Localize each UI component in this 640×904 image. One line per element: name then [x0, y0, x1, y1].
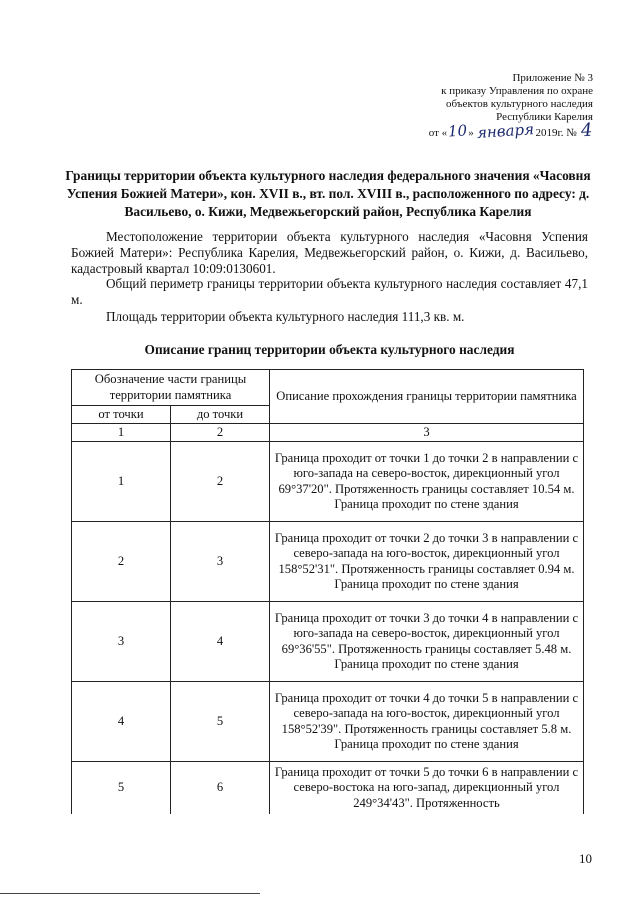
table-row — [72, 522, 584, 602]
table-row — [72, 442, 584, 522]
row-from-point: 5 — [72, 762, 171, 814]
boundary-table — [71, 369, 584, 814]
header-from-point: от точки — [72, 406, 171, 424]
row-to-point: 3 — [171, 522, 270, 602]
row-to-point: 2 — [171, 442, 270, 522]
column-number-3: 3 — [270, 424, 584, 442]
area-text: Площадь территории объекта культурного наследия 111,3 кв. м. — [106, 309, 465, 324]
column-number-2: 2 — [171, 424, 270, 442]
row-from-point: 4 — [72, 682, 171, 762]
table-row — [72, 682, 584, 762]
handwritten-order-number: 4 — [579, 119, 593, 142]
row-from-point: 2 — [72, 522, 171, 602]
row-to-point: 5 — [171, 682, 270, 762]
header-description: Описание прохождения границы территории памятника — [270, 370, 584, 424]
annex-line-3: объектов культурного наследия — [446, 98, 593, 110]
annex-line-2: к приказу Управления по охране — [441, 85, 593, 97]
date-prefix: от « — [428, 127, 448, 139]
row-description: Граница проходит от точки 2 до точки 3 в направлении с северо-запада на юго-восток, дирекционный угол 158°52'31". Протяженность границы составляет 0.94 м. Граница проходит по стене здания — [270, 522, 584, 602]
location-paragraph — [71, 229, 588, 277]
row-from-point: 3 — [72, 602, 171, 682]
column-number-1: 1 — [72, 424, 171, 442]
row-description: Граница проходит от точки 4 до точки 5 в направлении с северо-запада на юго-восток, дирекционный угол 158°52'39". Протяженность границы составляет 5.8 м. Граница проходит по стене здания — [270, 682, 584, 762]
annex-date-line — [428, 119, 593, 142]
row-description: Граница проходит от точки 1 до точки 2 в направлении с юго-запада на северо-восток, дирекционный угол 69°37'20". Протяженность границы составляет 10.54 м. Граница проходит по стене здания — [270, 442, 584, 522]
header-to-point: до точки — [171, 406, 270, 424]
table-number-row — [72, 424, 584, 442]
handwritten-day: 10 — [447, 121, 468, 141]
location-text: Местоположение территории объекта культурного наследия «Часовня Успения Божией Матери»: Республика Карелия, Медвежьегорский район, о. Кижи, д. Васильево, кадастровый квартал 10:09:0130601. — [71, 229, 588, 276]
document-title: Границы территории объекта культурного наследия федерального значения «Часовня Успения Божией Матери», кон. XVII в., вт. пол. XVIII в., расположенного по адресу: д. Васильево, о. Кижи, Медвежьегорский район, Республика Карелия — [65, 168, 591, 219]
area-paragraph — [71, 309, 588, 325]
table-row — [72, 602, 584, 682]
handwritten-month: января — [476, 120, 536, 142]
table-row — [72, 762, 584, 814]
table-header-row — [72, 370, 584, 406]
row-description: Граница проходит от точки 5 до точки 6 в направлении с северо-востока на юго-запад, дирекционный угол 249°34'43". Протяженность — [270, 762, 584, 814]
annex-line-1: Приложение № 3 — [512, 72, 593, 84]
table-title: Описание границ территории объекта культурного наследия — [144, 342, 515, 357]
date-mid: » — [468, 127, 474, 139]
perimeter-paragraph — [71, 276, 588, 308]
row-from-point: 1 — [72, 442, 171, 522]
annex-block — [429, 72, 593, 140]
row-description: Граница проходит от точки 3 до точки 4 в направлении с юго-запада на северо-восток, дирекционный угол 69°36'55". Протяженность границы составляет 5.48 м. Граница проходит по стене здания — [270, 602, 584, 682]
perimeter-text: Общий периметр границы территории объекта культурного наследия составляет 47,1 м. — [71, 276, 588, 307]
page-number: 10 — [579, 851, 592, 866]
date-year: 2019г. № — [535, 127, 577, 139]
row-to-point: 4 — [171, 602, 270, 682]
header-boundary-part: Обозначение части границы территории памятника — [72, 370, 270, 406]
annex-line-4: Республики Карелия — [496, 111, 593, 123]
scan-edge-line — [0, 893, 260, 894]
row-to-point: 6 — [171, 762, 270, 814]
